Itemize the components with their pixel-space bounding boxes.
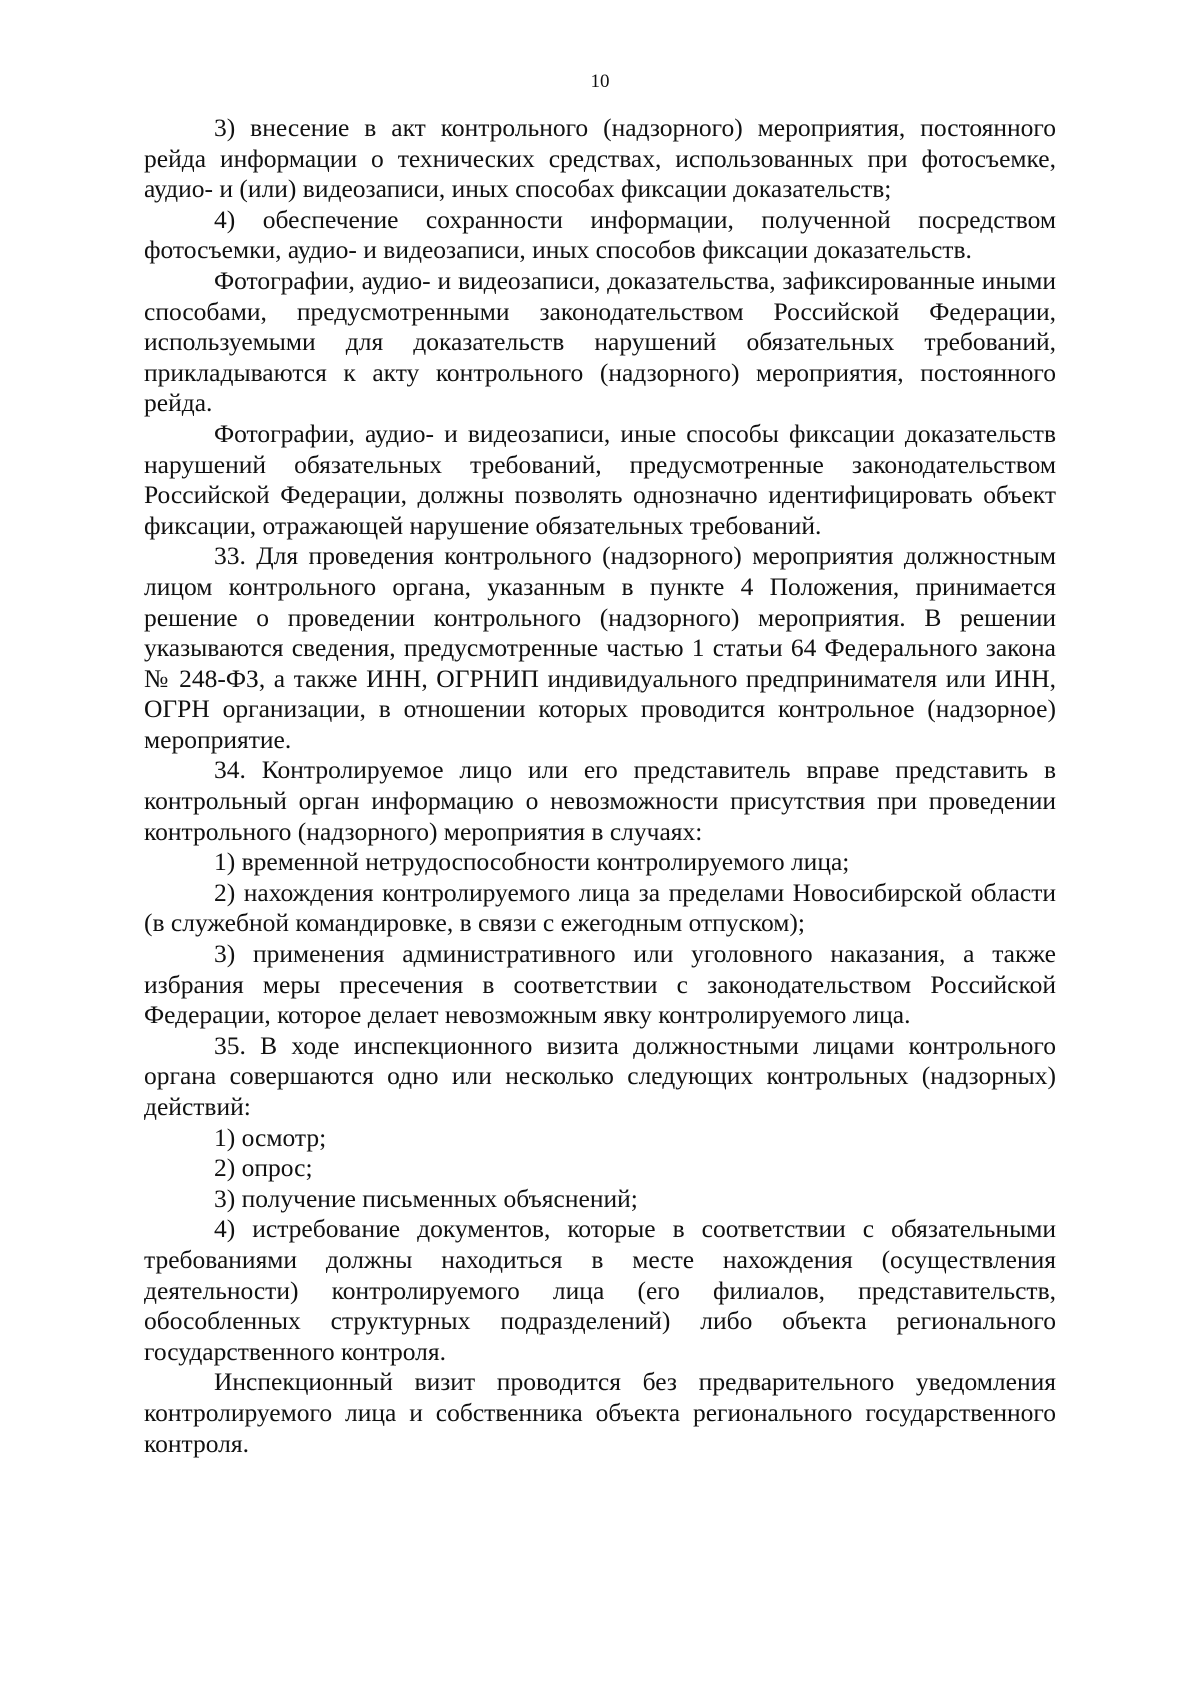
- paragraph-clause-34-item-3: 3) применения административного или уголовного наказания, а также избрания меры пресечения в соответствии с законодательством Российской Федерации, которое делает невозможным явку контролируемого лица.: [144, 939, 1056, 1030]
- paragraph-inspection-visit-notice: Инспекционный визит проводится без предварительного уведомления контролируемого лица и собственника объекта регионального государственного контроля.: [144, 1367, 1056, 1458]
- paragraph-photos-attached: Фотографии, аудио- и видеозаписи, доказательства, зафиксированные иными способами, предусмотренными законодательством Российской Федерации, используемыми для доказательств нарушений обязательных требований, прикладываются к акту контрольного (надзорного) мероприятия, постоянного рейда.: [144, 265, 1056, 418]
- paragraph-photos-identify: Фотографии, аудио- и видеозаписи, иные способы фиксации доказательств нарушений обязательных требований, предусмотренные законодательством Российской Федерации, должны позволять однозначно идентифицировать объект фиксации, отражающей нарушение обязательных требований.: [144, 418, 1056, 540]
- paragraph-clause-34-item-2: 2) нахождения контролируемого лица за пределами Новосибирской области (в служебной командировке, в связи с ежегодным отпуском);: [144, 877, 1056, 938]
- paragraph-clause-35-item-1: 1) осмотр;: [214, 1122, 327, 1152]
- paragraph-clause-33: 33. Для проведения контрольного (надзорного) мероприятия должностным лицом контрольного органа, указанным в пункте 4 Положения, принимается решение о проведении контрольного (надзорного) мероприятия. В решении указываются сведения, предусмотренные частью 1 статьи 64 Федерального закона № 248-ФЗ, а также ИНН, ОГРНИП индивидуального предпринимателя или ИНН, ОГРН организации, в отношении которых проводится контрольное (надзорное) мероприятие.: [144, 541, 1056, 754]
- paragraph-clause-35-item-4: 4) истребование документов, которые в соответствии с обязательными требованиями должны находиться в месте нахождения (осуществления деятельности) контролируемого лица (его филиалов, представительств, обособленных структурных подразделений) либо объекта регионального государственного контроля.: [144, 1214, 1056, 1366]
- page-number: 10: [590, 71, 610, 92]
- paragraph-clause-34: 34. Контролируемое лицо или его представитель вправе представить в контрольный орган информацию о невозможности присутствия при проведении контрольного (надзорного) мероприятия в случаях:: [144, 755, 1056, 846]
- document-body: [144, 113, 1056, 1459]
- paragraph-item-3-record-tech-means: 3) внесение в акт контрольного (надзорного) мероприятия, постоянного рейда информации о технических средствах, использованных при фотосъемке, аудио- и (или) видеозаписи, иных способах фиксации доказательств;: [144, 113, 1056, 204]
- paragraph-item-4-preserve-info: 4) обеспечение сохранности информации, полученной посредством фотосъемки, аудио- и видеозаписи, иных способов фиксации доказательств.: [144, 204, 1056, 265]
- paragraph-clause-34-item-1: 1) временной нетрудоспособности контролируемого лица;: [214, 847, 850, 877]
- paragraph-clause-35-item-3: 3) получение письменных объяснений;: [214, 1183, 638, 1213]
- paragraph-clause-35: 35. В ходе инспекционного визита должностными лицами контрольного органа совершаются одно или несколько следующих контрольных (надзорных) действий:: [144, 1030, 1056, 1121]
- paragraph-clause-35-item-2: 2) опрос;: [214, 1153, 313, 1183]
